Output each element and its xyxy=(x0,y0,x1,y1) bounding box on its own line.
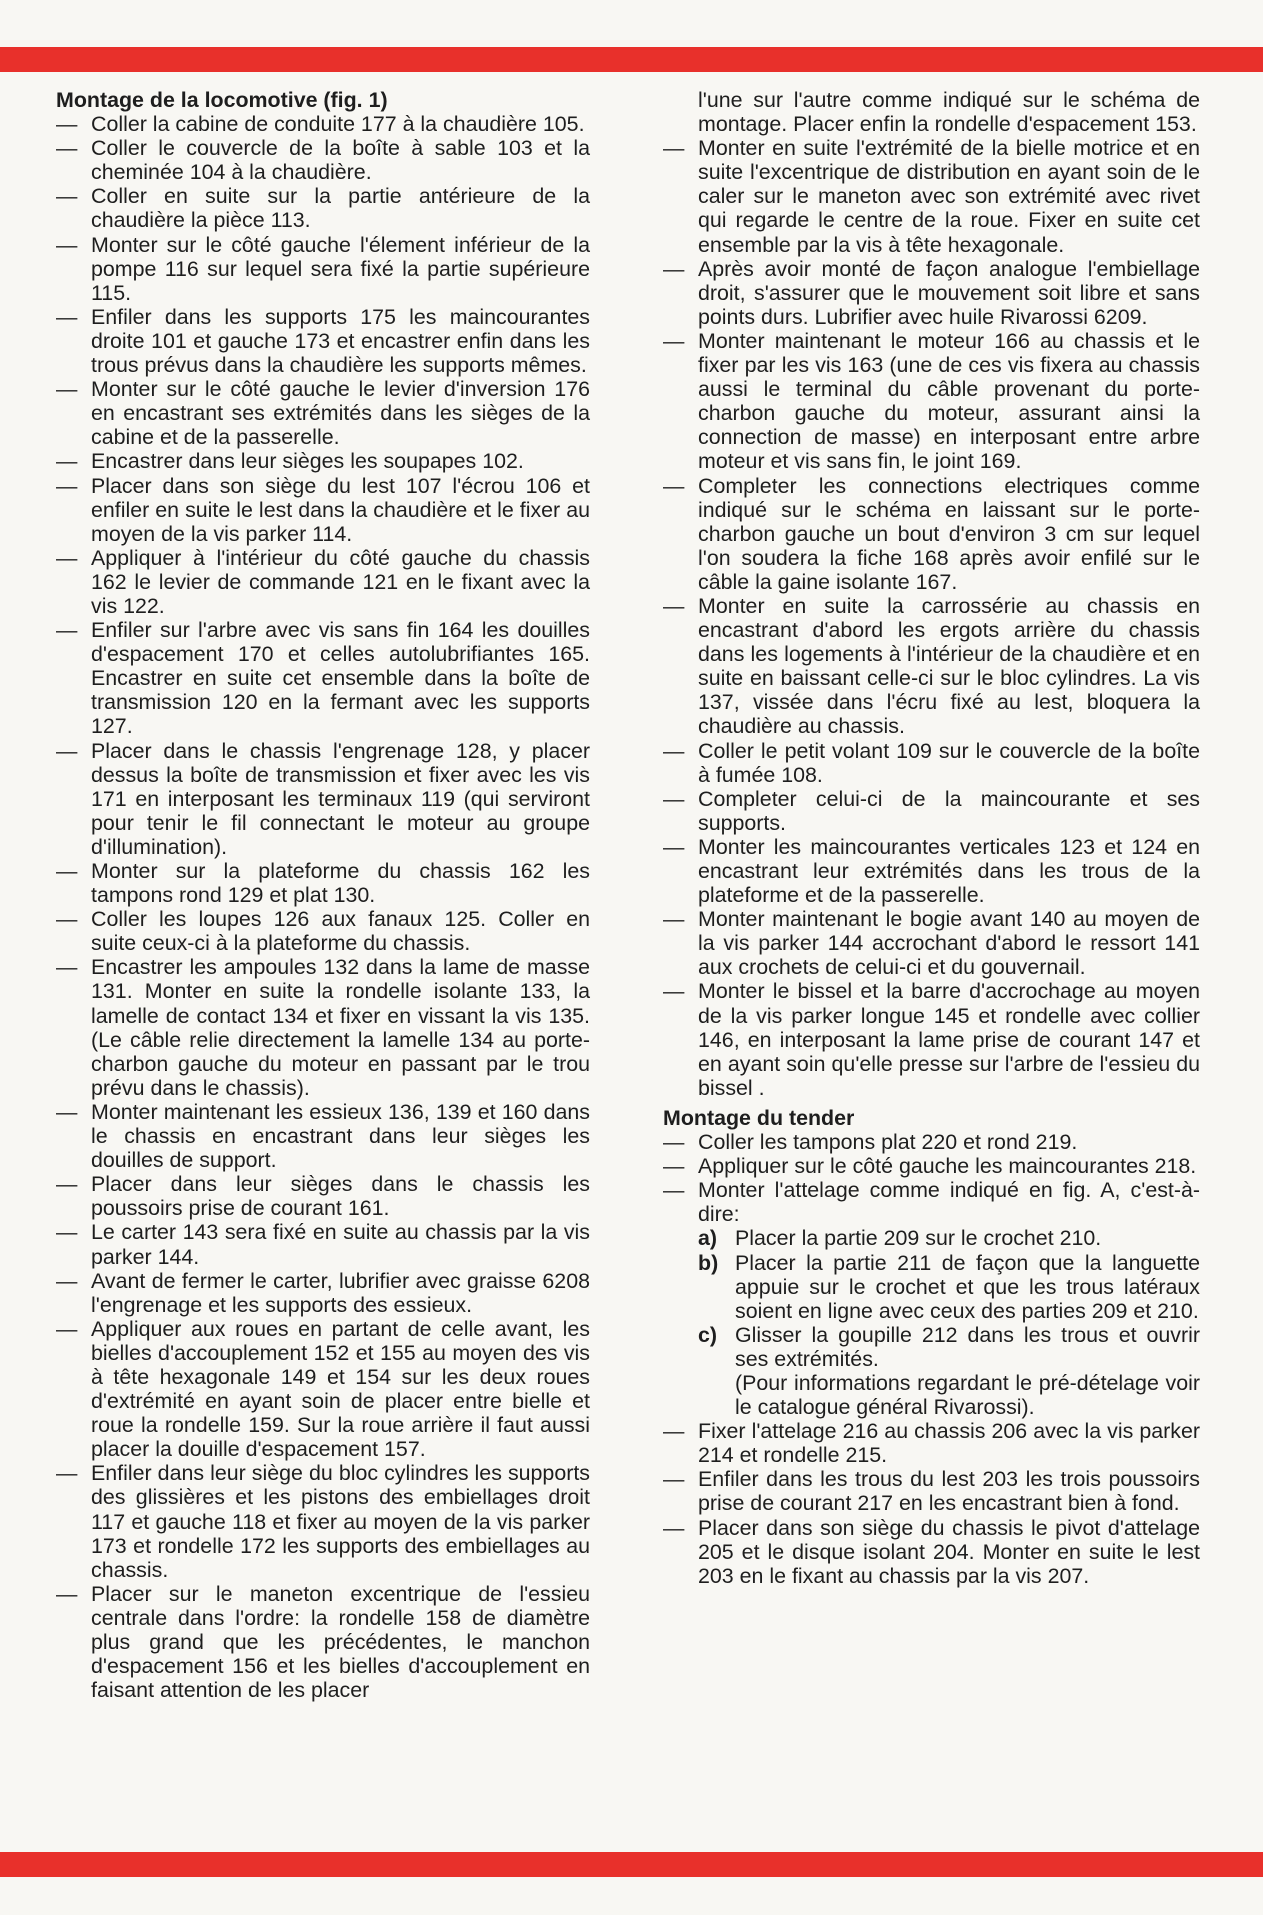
instruction-text: Appliquer aux roues en partant de celle avant, les bielles d'accouplement 152 et 155 au moyen des vis à tête hexagonale 149 et 154 sur les deux roues d'extrémité en ayant soin de placer entre bielle et roue la rondelle 159. Sur la roue arrière il faut aussi placer la douille d'espacement 157. xyxy=(91,1316,590,1462)
instruction-item xyxy=(56,377,590,449)
instruction-text: Coller le couvercle de la boîte à sable 103 et la cheminée 104 à la chaudière. xyxy=(91,136,590,185)
tender-instructions-list xyxy=(663,1130,1200,1226)
instruction-text: Enfiler dans leur siège du bloc cylindres les supports des glissières et les pistons des embiellages droit 117 et gauche 118 et fixer au moyen de la vis parker 173 et rondelle 172 les supports des embiellages au chassis. xyxy=(91,1461,590,1582)
instruction-item xyxy=(663,136,1200,256)
instruction-item xyxy=(663,329,1200,474)
bullet-dash: — xyxy=(663,834,685,859)
instruction-text: Monter maintenant le moteur 166 au chassis et le fixer par les vis 163 (une de ces vis fixera au chassis aussi le terminal du câble provenant du porte-charbon gauche du moteur, assurant ainsi la connection de masse) en interposant entre arbre moteur et vis sans fin, le joint 169. xyxy=(698,328,1200,474)
tender-instructions-list-continued xyxy=(663,1419,1200,1588)
bullet-dash: — xyxy=(56,473,78,498)
instruction-item xyxy=(663,474,1200,594)
instruction-text: Coller le petit volant 109 sur le couvercle de la boîte à fumée 108. xyxy=(698,738,1200,787)
instruction-item xyxy=(56,233,590,305)
instruction-text: Placer sur le maneton excentrique de l'essieu centrale dans l'ordre: la rondelle 158 de diamètre plus grand que les précédentes, le manchon d'espacement 156 et les bielles d'accouplement en faisant attention de les placer xyxy=(91,1581,590,1703)
bullet-dash: — xyxy=(56,232,78,257)
bullet-dash: — xyxy=(56,1099,78,1124)
instruction-text: Avant de fermer le carter, lubrifier avec graisse 6208 l'engrenage et les supports des essieux. xyxy=(91,1268,590,1317)
bullet-dash: — xyxy=(663,1130,685,1155)
bullet-dash: — xyxy=(56,1581,78,1606)
bullet-dash: — xyxy=(56,618,78,643)
instruction-item xyxy=(56,1269,590,1317)
instruction-item xyxy=(56,1582,590,1702)
instruction-text: Placer dans son siège du chassis le pivot d'attelage 205 et le disque isolant 204. Monter en suite le lest 203 en le fixant au chassis par la vis 207. xyxy=(698,1515,1200,1588)
instruction-item xyxy=(663,1419,1200,1467)
instruction-item xyxy=(663,979,1200,1099)
coupling-step xyxy=(663,1323,1200,1371)
left-column xyxy=(56,88,590,1702)
bottom-red-band xyxy=(0,1852,1263,1877)
bullet-dash: — xyxy=(663,1178,685,1203)
bullet-dash: — xyxy=(56,377,78,402)
instruction-item xyxy=(56,449,590,473)
step-label: a) xyxy=(698,1226,718,1251)
instruction-item xyxy=(663,1516,1200,1588)
instruction-item xyxy=(56,1461,590,1581)
instruction-item xyxy=(56,618,590,738)
bullet-dash: — xyxy=(56,184,78,209)
bullet-dash: — xyxy=(663,1515,685,1540)
step-label: b) xyxy=(698,1250,719,1275)
bullet-dash: — xyxy=(56,304,78,329)
instruction-item xyxy=(56,1317,590,1462)
instruction-text: Monter l'attelage comme indiqué en fig. A, c'est-à-dire: xyxy=(698,1178,1200,1227)
bullet-dash: — xyxy=(663,1419,685,1444)
bullet-dash: — xyxy=(56,545,78,570)
locomotive-instructions-list-continued xyxy=(663,136,1200,1100)
instruction-item xyxy=(56,1172,590,1220)
instruction-text: Placer dans son siège du lest 107 l'écrou 106 et enfiler en suite le lest dans la chaudière et le fixer au moyen de la vis parker 114. xyxy=(91,473,590,546)
instruction-item xyxy=(56,474,590,546)
instruction-item xyxy=(663,739,1200,787)
coupling-note: (Pour informations regardant le pré-dételage voir le catalogue général Rivarossi). xyxy=(735,1370,1200,1420)
instruction-item xyxy=(663,1467,1200,1515)
bullet-dash: — xyxy=(56,1461,78,1486)
bullet-dash: — xyxy=(56,112,78,137)
bullet-dash: — xyxy=(663,136,685,161)
instruction-text: Enfiler dans les trous du lest 203 les trois poussoirs prise de courant 217 en les encastrant bien à fond. xyxy=(698,1467,1200,1516)
instruction-text: Enfiler dans les supports 175 les maincourantes droite 101 et gauche 173 et encastrer enfin dans les trous prévus dans la chaudière les supports mêmes. xyxy=(91,304,590,378)
instruction-item xyxy=(56,305,590,377)
instruction-item xyxy=(663,907,1200,979)
bullet-dash: — xyxy=(663,1154,685,1179)
coupling-steps-list xyxy=(663,1226,1200,1371)
instruction-item xyxy=(56,184,590,232)
coupling-step xyxy=(663,1251,1200,1323)
coupling-step xyxy=(663,1226,1200,1250)
instruction-text: Monter maintenant le bogie avant 140 au moyen de la vis parker 144 accrochant d'abord le ressort 141 aux crochets de celui-ci et du gouvernail. xyxy=(698,907,1200,980)
instruction-item xyxy=(56,546,590,618)
instruction-item xyxy=(663,257,1200,329)
bullet-dash: — xyxy=(663,738,685,763)
bullet-dash: — xyxy=(56,136,78,161)
step-text: Glisser la goupille 212 dans les trous et ouvrir ses extrémités. xyxy=(735,1322,1200,1371)
instruction-item xyxy=(56,1100,590,1172)
instruction-item xyxy=(663,835,1200,907)
instruction-item xyxy=(663,1178,1200,1226)
instruction-text: Monter le bissel et la barre d'accrochage au moyen de la vis parker longue 145 et rondelle avec collier 146, en interposant la lame prise de courant 147 et en ayant soin qu'elle presse sur l'arbre de l'essieu du bissel . xyxy=(698,979,1200,1100)
bullet-dash: — xyxy=(56,1268,78,1293)
instruction-text: Monter sur le côté gauche l'élement inférieur de la pompe 116 sur lequel sera fixé la partie supérieure 115. xyxy=(91,232,590,305)
bullet-dash: — xyxy=(56,859,78,883)
instruction-text: Completer les connections electriques comme indiqué sur le schéma en laissant sur le porte-charbon gauche un bout d'environ 3 cm sur lequel l'on soudera la fiche 168 après avoir enfilé sur le câble la gaine isolante 167. xyxy=(698,473,1200,594)
instruction-text: Monter les maincourantes verticales 123 et 124 en encastrant leur extrémités dans les trous de la plateforme et de la passerelle. xyxy=(698,834,1200,908)
instruction-text: Coller les loupes 126 aux fanaux 125. Coller en suite ceux-ci à la plateforme du chassis. xyxy=(91,907,590,956)
instruction-item xyxy=(56,739,590,859)
instruction-item xyxy=(56,955,590,1100)
step-label: c) xyxy=(698,1322,718,1347)
locomotive-instructions-list xyxy=(56,112,590,1702)
bullet-dash: — xyxy=(663,786,685,811)
step-text: Placer la partie 209 sur le crochet 210. xyxy=(735,1226,1102,1251)
instruction-text: Enfiler sur l'arbre avec vis sans fin 164 les douilles d'espacement 170 et celles autolubrifiantes 165. Encastrer en suite cet ensemble dans la boîte de transmission 120 en la fermant avec les supports 127. xyxy=(91,618,590,739)
bullet-dash: — xyxy=(663,979,685,1004)
instruction-text: Monter sur la plateforme du chassis 162 les tampons rond 129 et plat 130. xyxy=(91,859,590,908)
instruction-text: Placer dans le chassis l'engrenage 128, y placer dessus la boîte de transmission et fixer avec les vis 171 en interposant les terminaux 119 (qui serviront pour tenir le fil connectant le moteur au groupe d'illumination). xyxy=(91,738,590,859)
locomotive-section-title: Montage de la locomotive (fig. 1) xyxy=(56,88,388,112)
instruction-item xyxy=(663,1154,1200,1178)
instruction-text: Monter en suite la carrossérie au chassis en encastrant d'abord les ergots arrière du chassis dans les logements à l'intérieur de la chaudière et en suite en baissant celle-ci sur le bloc cylindres. La vis 137, vissée dans l'écru fixé au lest, bloquera la chaudière au chassis. xyxy=(698,593,1200,739)
instruction-text: Fixer l'attelage 216 au chassis 206 avec la vis parker 214 et rondelle 215. xyxy=(698,1419,1200,1468)
instruction-text: Coller en suite sur la partie antérieure de la chaudière la pièce 113. xyxy=(91,184,590,233)
instruction-text: Monter maintenant les essieux 136, 139 et 160 dans le chassis en encastrant dans leur sièges les douilles de support. xyxy=(91,1099,590,1173)
instruction-item xyxy=(56,1220,590,1268)
bullet-dash: — xyxy=(56,1172,78,1197)
instruction-item xyxy=(663,787,1200,835)
instruction-text: Placer dans leur sièges dans le chassis les poussoirs prise de courant 161. xyxy=(91,1172,590,1221)
instruction-text: Après avoir monté de façon analogue l'embiellage droit, s'assurer que le mouvement soit libre et sans points durs. Lubrifier avec huile Rivarossi 6209. xyxy=(698,256,1200,329)
instruction-text: Monter en suite l'extrémité de la bielle motrice et en suite l'excentrique de distribution en ayant soin de le caler sur le maneton avec son extrémité avec rivet qui regarde le centre de la roue. Fixer en suite cet ensemble par la vis à tête hexagonale. xyxy=(698,136,1200,257)
bullet-dash: — xyxy=(56,955,78,980)
continued-instruction: l'une sur l'autre comme indiqué sur le schéma de montage. Placer enfin la rondelle d'espacement 153. xyxy=(698,88,1200,137)
bullet-dash: — xyxy=(663,473,685,498)
bullet-dash: — xyxy=(663,1467,685,1492)
bullet-dash: — xyxy=(56,1316,78,1341)
instruction-text: Coller les tampons plat 220 et rond 219. xyxy=(698,1130,1078,1155)
instruction-text: Monter sur le côté gauche le levier d'inversion 176 en encastrant ses extrémités dans les sièges de la cabine et de la passerelle. xyxy=(91,377,590,450)
top-red-band xyxy=(0,47,1263,72)
instruction-item xyxy=(663,1130,1200,1154)
instruction-item xyxy=(56,136,590,184)
instruction-text: Completer celui-ci de la maincourante et ses supports. xyxy=(698,786,1200,835)
step-text: Placer la partie 211 de façon que la languette appuie sur le crochet et que les trous latéraux soient en ligne avec ceux des parties 209 et 210. xyxy=(735,1250,1200,1323)
instruction-text: Le carter 143 sera fixé en suite au chassis par la vis parker 144. xyxy=(91,1220,590,1269)
bullet-dash: — xyxy=(56,449,78,474)
bullet-dash: — xyxy=(663,907,685,932)
bullet-dash: — xyxy=(663,328,685,353)
instruction-text: Appliquer à l'intérieur du côté gauche du chassis 162 le levier de commande 121 en le fixant avec la vis 122. xyxy=(91,545,590,618)
instruction-text: Encastrer les ampoules 132 dans la lame de masse 131. Monter en suite la rondelle isolante 133, la lamelle de contact 134 et fixer en vissant la vis 135. (Le câble relie directement la lamelle 134 au porte-charbon gauche du moteur en passant par le trou prévu dans le chassis). xyxy=(91,955,590,1100)
instruction-item xyxy=(663,594,1200,739)
instruction-text: Appliquer sur le côté gauche les maincourantes 218. xyxy=(698,1154,1197,1179)
bullet-dash: — xyxy=(663,256,685,281)
instruction-item xyxy=(56,907,590,955)
right-column xyxy=(663,88,1200,1588)
tender-section-title: Montage du tender xyxy=(663,1105,855,1130)
instruction-text: Encastrer dans leur sièges les soupapes 102. xyxy=(91,449,524,474)
instruction-item xyxy=(56,112,590,136)
bullet-dash: — xyxy=(56,738,78,763)
bullet-dash: — xyxy=(56,907,78,932)
instruction-item xyxy=(56,859,590,907)
instruction-text: Coller la cabine de conduite 177 à la chaudière 105. xyxy=(91,112,585,137)
bullet-dash: — xyxy=(56,1220,78,1245)
bullet-dash: — xyxy=(663,593,685,618)
